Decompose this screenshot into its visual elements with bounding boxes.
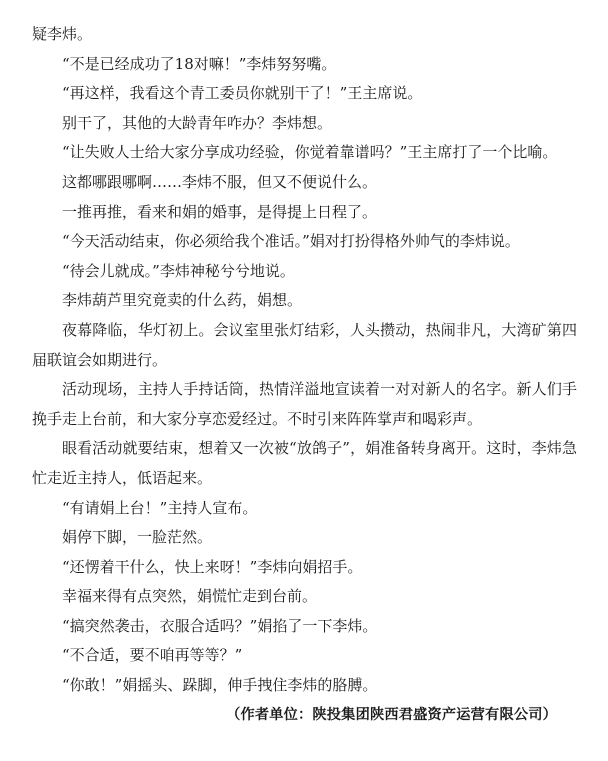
paragraph: “还愣着干什么，快上来呀！”李炜向娟招手。 — [62, 557, 363, 576]
paragraph: “有请娟上台！”主持人宣布。 — [62, 498, 258, 517]
paragraph: “待会儿就成。”李炜神秘兮兮地说。 — [62, 261, 295, 280]
paragraph: 幸福来得有点突然，娟慌忙走到台前。 — [62, 587, 318, 606]
paragraph: 夜幕降临，华灯初上。会议室里张灯结彩，人头攒动，热闹非凡，大湾矿第四届联谊会如期进行。 — [32, 320, 577, 369]
paragraph: 活动现场，主持人手持话筒，热情洋溢地宣读着一对对新人的名字。新人们手挽手走上台前，和大家分享恋爱经过。不时引来阵阵掌声和喝彩声。 — [32, 380, 577, 428]
paragraph: “让失败人士给大家分享成功经验，你觉着靠谱吗？”王主席打了一个比喻。 — [62, 143, 558, 162]
paragraph: 眼看活动就要结束，想着又一次被“放鸽子”，娟准备转身离开。这时，李炜急忙走近主持人，低语起来。 — [32, 439, 577, 487]
paragraph: 这都哪跟哪啊……李炜不服，但又不便说什么。 — [62, 172, 378, 191]
paragraph: “你敢！”娟摇头、跺脚，伸手拽住李炜的胳膊。 — [62, 676, 378, 695]
paragraph: 疑李炜。 — [32, 25, 93, 43]
article-body — [32, 20, 577, 701]
paragraph: “搞突然袭击，衣服合适吗？”娟掐了一下李炜。 — [62, 616, 378, 635]
paragraph: 别干了，其他的大龄青年咋办？李炜想。 — [62, 113, 333, 132]
paragraph: “再这样，我看这个青工委员你就别干了！”王主席说。 — [62, 84, 423, 103]
paragraph: 李炜葫芦里究竟卖的什么药，娟想。 — [62, 291, 303, 310]
paragraph: 一推再推，看来和娟的婚事，是得提上日程了。 — [62, 202, 378, 221]
paragraph: “不合适，要不咱再等等？” — [62, 646, 243, 665]
paragraph: “不是已经成功了18对嘛！”李炜努努嘴。 — [62, 54, 337, 73]
author-affiliation: （作者单位：陕投集团陕西君盛资产运营有限公司） — [226, 706, 557, 723]
paragraph: 娟停下脚，一脸茫然。 — [62, 528, 213, 547]
paragraph: “今天活动结束，你必须给我个准话。”娟对打扮得格外帅气的李炜说。 — [62, 232, 520, 251]
